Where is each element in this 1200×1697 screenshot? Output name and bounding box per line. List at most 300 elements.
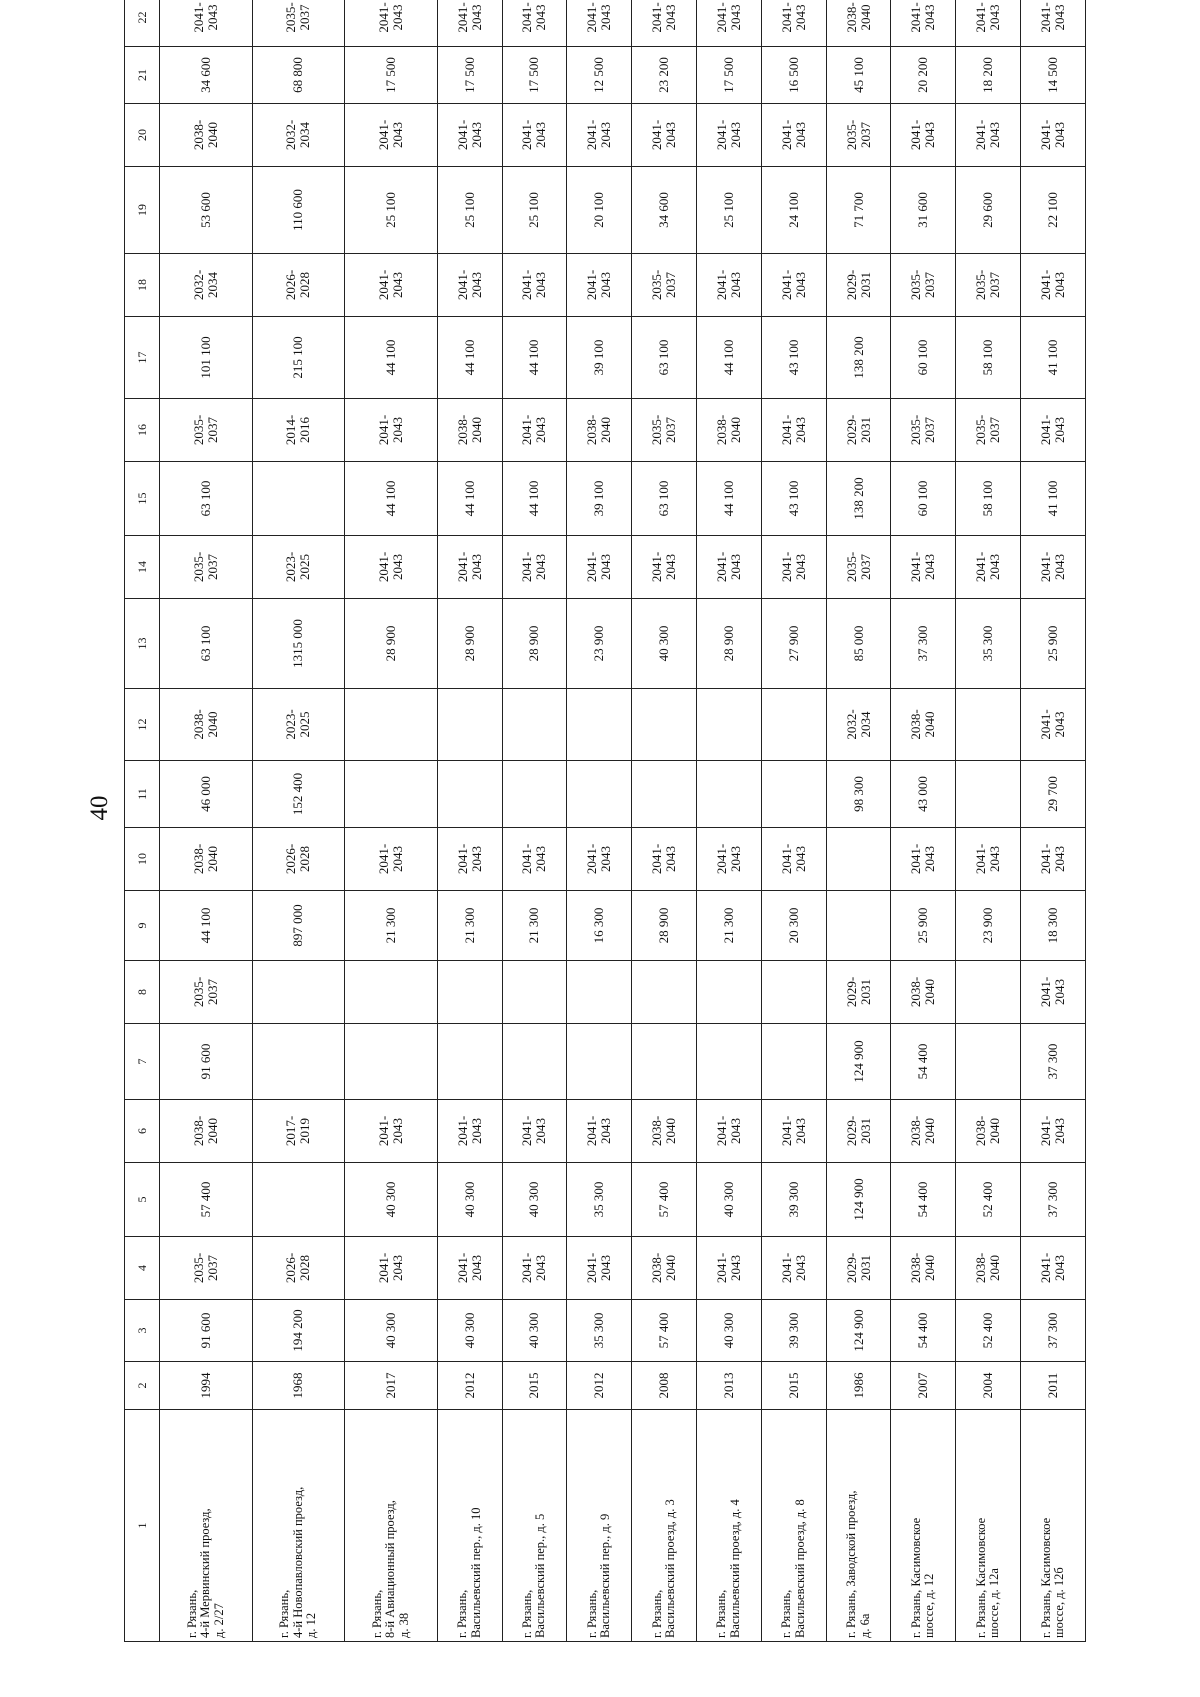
table-cell: 40 300 [345, 1300, 438, 1362]
build-year-cell: 2012 [437, 1362, 502, 1410]
table-cell: 63 100 [632, 317, 697, 399]
table-cell: 63 100 [160, 462, 253, 536]
table-cell: 2023- 2025 [252, 689, 345, 761]
address-cell: г. Рязань, Касимовское шоссе, д. 12 [891, 1410, 956, 1642]
table-cell: 2035- 2037 [160, 399, 253, 462]
table-cell [956, 1024, 1021, 1100]
table-cell [632, 961, 697, 1024]
table-cell: 2041- 2043 [502, 536, 567, 599]
table-cell: 2041- 2043 [345, 0, 438, 47]
column-header-4: 4 [125, 1237, 160, 1300]
table-cell: 2041- 2043 [567, 536, 632, 599]
table-cell: 21 300 [345, 891, 438, 961]
table-cell: 2038- 2040 [891, 961, 956, 1024]
table-cell: 2038- 2040 [891, 689, 956, 761]
table-cell: 23 200 [632, 47, 697, 104]
table-cell: 25 100 [697, 167, 762, 254]
table-cell: 2041- 2043 [891, 536, 956, 599]
column-header-11: 11 [125, 761, 160, 828]
table-cell: 2038- 2040 [632, 1237, 697, 1300]
table-cell [345, 689, 438, 761]
table-cell: 2041- 2043 [345, 828, 438, 891]
table-cell: 34 600 [632, 167, 697, 254]
table-cell: 37 300 [891, 599, 956, 689]
table-cell [826, 891, 891, 961]
build-year-cell: 2008 [632, 1362, 697, 1410]
table-cell: 40 300 [437, 1163, 502, 1237]
table-cell [761, 961, 826, 1024]
address-cell: г. Рязань, Касимовское шоссе, д. 12б [1021, 1410, 1086, 1642]
table-cell [437, 961, 502, 1024]
table-cell: 2041- 2043 [437, 254, 502, 317]
table-row [252, 0, 345, 1642]
table-cell: 17 500 [697, 47, 762, 104]
build-year-cell: 1986 [826, 1362, 891, 1410]
table-row [1021, 0, 1086, 1642]
table-cell: 2041- 2043 [761, 828, 826, 891]
address-cell: г. Рязань, 4-й Мервинский проезд, д. 2/27 [160, 1410, 253, 1642]
table-cell: 2041- 2043 [437, 1100, 502, 1163]
column-header-8: 8 [125, 961, 160, 1024]
table-cell: 2041- 2043 [567, 254, 632, 317]
table-cell: 2041- 2043 [345, 254, 438, 317]
table-cell: 54 400 [891, 1024, 956, 1100]
table-cell: 2041- 2043 [1021, 1237, 1086, 1300]
address-cell: г. Рязань, Касимовское шоссе, д. 12а [956, 1410, 1021, 1642]
table-cell: 2041- 2043 [697, 0, 762, 47]
table-cell: 2038- 2040 [956, 1100, 1021, 1163]
table-cell: 40 300 [345, 1163, 438, 1237]
table-cell [567, 1024, 632, 1100]
table-cell: 20 100 [567, 167, 632, 254]
table-cell [632, 1024, 697, 1100]
table-cell: 2029- 2031 [826, 254, 891, 317]
column-header-2: 2 [125, 1362, 160, 1410]
table-cell: 28 900 [502, 599, 567, 689]
table-cell [761, 1024, 826, 1100]
build-year-cell: 2011 [1021, 1362, 1086, 1410]
table-cell: 25 100 [502, 167, 567, 254]
table-cell: 2041- 2043 [437, 1237, 502, 1300]
address-cell: г. Рязань, Васильевский проезд, д. 4 [697, 1410, 762, 1642]
table-cell: 2023- 2025 [252, 536, 345, 599]
table-cell: 2038- 2040 [891, 1100, 956, 1163]
table-cell: 27 900 [761, 599, 826, 689]
table-row [345, 0, 438, 1642]
column-header-12: 12 [125, 689, 160, 761]
table-cell: 215 100 [252, 317, 345, 399]
table-frame [124, 2, 1086, 1642]
table-cell: 43 100 [761, 317, 826, 399]
table-cell: 2041- 2043 [761, 0, 826, 47]
table-cell: 2035- 2037 [252, 0, 345, 47]
table-cell: 2041- 2043 [956, 536, 1021, 599]
table-cell: 18 300 [1021, 891, 1086, 961]
table-cell: 58 100 [956, 317, 1021, 399]
table-cell: 37 300 [1021, 1024, 1086, 1100]
table-cell: 2041- 2043 [502, 0, 567, 47]
column-header-15: 15 [125, 462, 160, 536]
build-year-cell: 2013 [697, 1362, 762, 1410]
table-cell: 2041- 2043 [891, 0, 956, 47]
table-cell [697, 689, 762, 761]
table-cell [345, 1024, 438, 1100]
column-header-22: 22 [125, 0, 160, 47]
build-year-cell: 2004 [956, 1362, 1021, 1410]
column-header-3: 3 [125, 1300, 160, 1362]
table-cell: 43 100 [761, 462, 826, 536]
table-cell: 2041- 2043 [956, 828, 1021, 891]
table-cell: 2041- 2043 [632, 536, 697, 599]
table-cell: 2038- 2040 [160, 104, 253, 167]
table-cell: 44 100 [345, 317, 438, 399]
table-cell [252, 1163, 345, 1237]
table-cell: 2017- 2019 [252, 1100, 345, 1163]
table-cell: 40 300 [632, 599, 697, 689]
address-cell: г. Рязань, 4-й Новопавловский проезд, д. 12 [252, 1410, 345, 1642]
table-cell: 44 100 [697, 462, 762, 536]
column-header-20: 20 [125, 104, 160, 167]
page-number: 40 [86, 795, 113, 821]
table-cell [632, 689, 697, 761]
table-cell: 21 300 [502, 891, 567, 961]
table-cell: 2038- 2040 [891, 1237, 956, 1300]
table-cell: 2041- 2043 [437, 104, 502, 167]
table-cell: 2041- 2043 [891, 828, 956, 891]
table-cell: 2014- 2016 [252, 399, 345, 462]
table-cell: 2032- 2034 [252, 104, 345, 167]
table-cell [632, 761, 697, 828]
table-cell: 31 600 [891, 167, 956, 254]
table-cell: 2035- 2037 [956, 399, 1021, 462]
table-cell: 40 300 [502, 1300, 567, 1362]
column-header-14: 14 [125, 536, 160, 599]
table-cell: 40 300 [437, 1300, 502, 1362]
table-cell: 1315 000 [252, 599, 345, 689]
table-cell: 60 100 [891, 317, 956, 399]
table-cell: 44 100 [502, 317, 567, 399]
address-cell: г. Рязань, Васильевский пер., д. 9 [567, 1410, 632, 1642]
address-cell: г. Рязань, Васильевский проезд, д. 8 [761, 1410, 826, 1642]
table-cell: 53 600 [160, 167, 253, 254]
table-cell: 40 300 [697, 1300, 762, 1362]
table-cell: 138 200 [826, 462, 891, 536]
table-cell: 17 500 [437, 47, 502, 104]
column-header-1: 1 [125, 1410, 160, 1642]
table-cell: 101 100 [160, 317, 253, 399]
table-cell [437, 1024, 502, 1100]
table-cell: 85 000 [826, 599, 891, 689]
table-cell: 44 100 [437, 462, 502, 536]
capital-repair-schedule-table [124, 0, 1086, 1642]
table-cell [761, 761, 826, 828]
table-cell: 897 000 [252, 891, 345, 961]
column-header-6: 6 [125, 1100, 160, 1163]
build-year-cell: 2017 [345, 1362, 438, 1410]
table-cell: 28 900 [632, 891, 697, 961]
table-cell: 28 900 [697, 599, 762, 689]
column-header-17: 17 [125, 317, 160, 399]
table-cell: 2035- 2037 [632, 254, 697, 317]
table-cell: 2035- 2037 [956, 254, 1021, 317]
table-cell: 91 600 [160, 1024, 253, 1100]
table-cell: 124 900 [826, 1163, 891, 1237]
table-cell [956, 761, 1021, 828]
table-cell: 2029- 2031 [826, 399, 891, 462]
rotated-table-wrapper [124, 2, 1086, 1642]
table-cell: 2038- 2040 [632, 1100, 697, 1163]
build-year-cell: 1968 [252, 1362, 345, 1410]
table-cell: 44 100 [437, 317, 502, 399]
table-cell: 25 900 [1021, 599, 1086, 689]
table-cell: 2035- 2037 [891, 254, 956, 317]
table-cell: 2026- 2028 [252, 828, 345, 891]
table-row [826, 0, 891, 1642]
address-cell: г. Рязань, Васильевский пер., д. 10 [437, 1410, 502, 1642]
table-cell: 2041- 2043 [437, 536, 502, 599]
table-cell: 23 900 [956, 891, 1021, 961]
table-cell: 2041- 2043 [437, 0, 502, 47]
table-cell: 2041- 2043 [1021, 961, 1086, 1024]
table-cell: 2041- 2043 [697, 1237, 762, 1300]
table-cell: 2041- 2043 [502, 1237, 567, 1300]
table-cell: 152 400 [252, 761, 345, 828]
table-cell: 2041- 2043 [761, 254, 826, 317]
table-cell: 52 400 [956, 1163, 1021, 1237]
table-cell: 39 100 [567, 317, 632, 399]
table-cell [567, 961, 632, 1024]
build-year-cell: 1994 [160, 1362, 253, 1410]
table-cell: 54 400 [891, 1163, 956, 1237]
table-cell: 44 100 [502, 462, 567, 536]
table-cell: 2038- 2040 [160, 1100, 253, 1163]
table-row [437, 0, 502, 1642]
table-cell: 2029- 2031 [826, 961, 891, 1024]
table-cell: 2041- 2043 [1021, 254, 1086, 317]
column-header-16: 16 [125, 399, 160, 462]
table-cell: 12 500 [567, 47, 632, 104]
table-cell: 41 100 [1021, 317, 1086, 399]
table-cell: 35 300 [567, 1163, 632, 1237]
table-cell: 2041- 2043 [632, 0, 697, 47]
table-cell: 25 100 [437, 167, 502, 254]
table-cell: 2041- 2043 [956, 104, 1021, 167]
column-header-7: 7 [125, 1024, 160, 1100]
table-cell: 2038- 2040 [160, 828, 253, 891]
table-cell [502, 689, 567, 761]
table-cell: 2026- 2028 [252, 1237, 345, 1300]
table-cell: 2041- 2043 [1021, 0, 1086, 47]
table-cell: 17 500 [502, 47, 567, 104]
table-cell: 2032- 2034 [826, 689, 891, 761]
table-cell: 2035- 2037 [160, 536, 253, 599]
address-cell: г. Рязань, 8-й Авиационный проезд, д. 38 [345, 1410, 438, 1642]
table-cell: 2038- 2040 [437, 399, 502, 462]
table-cell: 44 100 [160, 891, 253, 961]
table-cell: 2041- 2043 [345, 104, 438, 167]
table-cell: 2041- 2043 [697, 828, 762, 891]
table-cell: 2041- 2043 [761, 536, 826, 599]
address-cell: г. Рязань, Васильевский проезд, д. 3 [632, 1410, 697, 1642]
table-cell: 2035- 2037 [160, 1237, 253, 1300]
table-cell: 20 300 [761, 891, 826, 961]
table-cell [697, 961, 762, 1024]
table-cell: 2041- 2043 [1021, 399, 1086, 462]
table-cell: 2041- 2043 [1021, 536, 1086, 599]
table-cell: 29 600 [956, 167, 1021, 254]
table-cell: 63 100 [160, 599, 253, 689]
table-cell: 2041- 2043 [567, 104, 632, 167]
build-year-cell: 2012 [567, 1362, 632, 1410]
table-cell: 2041- 2043 [502, 828, 567, 891]
table-cell: 2041- 2043 [502, 254, 567, 317]
table-cell: 35 300 [956, 599, 1021, 689]
table-row [891, 0, 956, 1642]
table-cell: 2041- 2043 [632, 828, 697, 891]
table-cell [252, 462, 345, 536]
table-cell: 2041- 2043 [1021, 828, 1086, 891]
column-header-5: 5 [125, 1163, 160, 1237]
table-cell: 124 900 [826, 1300, 891, 1362]
table-cell: 40 300 [502, 1163, 567, 1237]
table-cell: 2041- 2043 [502, 399, 567, 462]
table-cell [437, 761, 502, 828]
table-cell: 16 500 [761, 47, 826, 104]
table-cell: 37 300 [1021, 1300, 1086, 1362]
table-cell [826, 828, 891, 891]
table-cell: 54 400 [891, 1300, 956, 1362]
table-cell [567, 761, 632, 828]
table-cell: 39 300 [761, 1163, 826, 1237]
table-cell: 2041- 2043 [697, 536, 762, 599]
table-cell: 2041- 2043 [697, 104, 762, 167]
table-cell: 43 000 [891, 761, 956, 828]
table-cell: 2041- 2043 [697, 1100, 762, 1163]
table-cell: 2041- 2043 [567, 828, 632, 891]
table-cell: 2041- 2043 [1021, 104, 1086, 167]
table-cell: 2041- 2043 [345, 399, 438, 462]
table-cell: 57 400 [160, 1163, 253, 1237]
table-cell: 2038- 2040 [826, 0, 891, 47]
column-header-13: 13 [125, 599, 160, 689]
table-cell [345, 761, 438, 828]
address-cell: г. Рязань, Заводской проезд, д. 6а [826, 1410, 891, 1642]
table-cell: 91 600 [160, 1300, 253, 1362]
table-cell: 39 100 [567, 462, 632, 536]
table-cell: 2038- 2040 [160, 689, 253, 761]
build-year-cell: 2007 [891, 1362, 956, 1410]
address-cell: г. Рязань, Васильевский пер., д. 5 [502, 1410, 567, 1642]
table-cell: 28 900 [437, 599, 502, 689]
table-cell: 21 300 [437, 891, 502, 961]
table-cell: 22 100 [1021, 167, 1086, 254]
table-cell: 2041- 2043 [567, 0, 632, 47]
table-cell: 46 000 [160, 761, 253, 828]
column-header-9: 9 [125, 891, 160, 961]
table-cell: 2041- 2043 [1021, 689, 1086, 761]
table-cell: 58 100 [956, 462, 1021, 536]
table-cell [761, 689, 826, 761]
table-cell: 16 300 [567, 891, 632, 961]
column-header-19: 19 [125, 167, 160, 254]
table-cell: 2041- 2043 [502, 1100, 567, 1163]
table-cell: 34 600 [160, 47, 253, 104]
table-cell: 20 200 [891, 47, 956, 104]
table-cell: 29 700 [1021, 761, 1086, 828]
table-cell: 14 500 [1021, 47, 1086, 104]
table-cell: 2041- 2043 [567, 1237, 632, 1300]
table-cell: 37 300 [1021, 1163, 1086, 1237]
table-cell: 110 600 [252, 167, 345, 254]
table-cell: 2035- 2037 [826, 536, 891, 599]
table-cell: 35 300 [567, 1300, 632, 1362]
table-cell: 52 400 [956, 1300, 1021, 1362]
build-year-cell: 2015 [761, 1362, 826, 1410]
table-cell: 2041- 2043 [891, 104, 956, 167]
table-cell [437, 689, 502, 761]
table-cell: 2041- 2043 [1021, 1100, 1086, 1163]
table-cell: 98 300 [826, 761, 891, 828]
table-cell: 25 100 [345, 167, 438, 254]
table-cell: 2041- 2043 [567, 1100, 632, 1163]
table-cell: 2041- 2043 [632, 104, 697, 167]
table-cell [567, 689, 632, 761]
table-cell: 2041- 2043 [437, 828, 502, 891]
table-cell: 2041- 2043 [761, 399, 826, 462]
table-cell: 40 300 [697, 1163, 762, 1237]
table-cell: 2035- 2037 [632, 399, 697, 462]
table-cell: 2038- 2040 [956, 1237, 1021, 1300]
table-cell: 68 800 [252, 47, 345, 104]
column-header-10: 10 [125, 828, 160, 891]
table-cell: 2041- 2043 [761, 1100, 826, 1163]
table-cell: 57 400 [632, 1163, 697, 1237]
table-cell [697, 761, 762, 828]
table-cell: 2041- 2043 [502, 104, 567, 167]
table-cell: 63 100 [632, 462, 697, 536]
table-row [632, 0, 697, 1642]
table-cell: 194 200 [252, 1300, 345, 1362]
table-cell [956, 961, 1021, 1024]
table-cell: 2041- 2043 [160, 0, 253, 47]
table-cell: 2041- 2043 [345, 1237, 438, 1300]
table-cell: 39 300 [761, 1300, 826, 1362]
table-cell: 124 900 [826, 1024, 891, 1100]
table-cell [502, 761, 567, 828]
table-row [502, 0, 567, 1642]
table-cell: 25 900 [891, 891, 956, 961]
table-cell: 21 300 [697, 891, 762, 961]
table-cell: 45 100 [826, 47, 891, 104]
table-cell: 24 100 [761, 167, 826, 254]
table-cell: 2038- 2040 [567, 399, 632, 462]
table-cell: 2035- 2037 [891, 399, 956, 462]
table-cell: 2029- 2031 [826, 1100, 891, 1163]
table-cell: 41 100 [1021, 462, 1086, 536]
table-cell: 44 100 [345, 462, 438, 536]
table-cell: 23 900 [567, 599, 632, 689]
table-cell: 2035- 2037 [160, 961, 253, 1024]
column-number-header-row [125, 0, 160, 1642]
table-row [697, 0, 762, 1642]
table-cell: 71 700 [826, 167, 891, 254]
table-cell: 2026- 2028 [252, 254, 345, 317]
table-cell: 2029- 2031 [826, 1237, 891, 1300]
table-cell [252, 961, 345, 1024]
table-cell [956, 689, 1021, 761]
table-cell [502, 961, 567, 1024]
table-cell: 2032- 2034 [160, 254, 253, 317]
